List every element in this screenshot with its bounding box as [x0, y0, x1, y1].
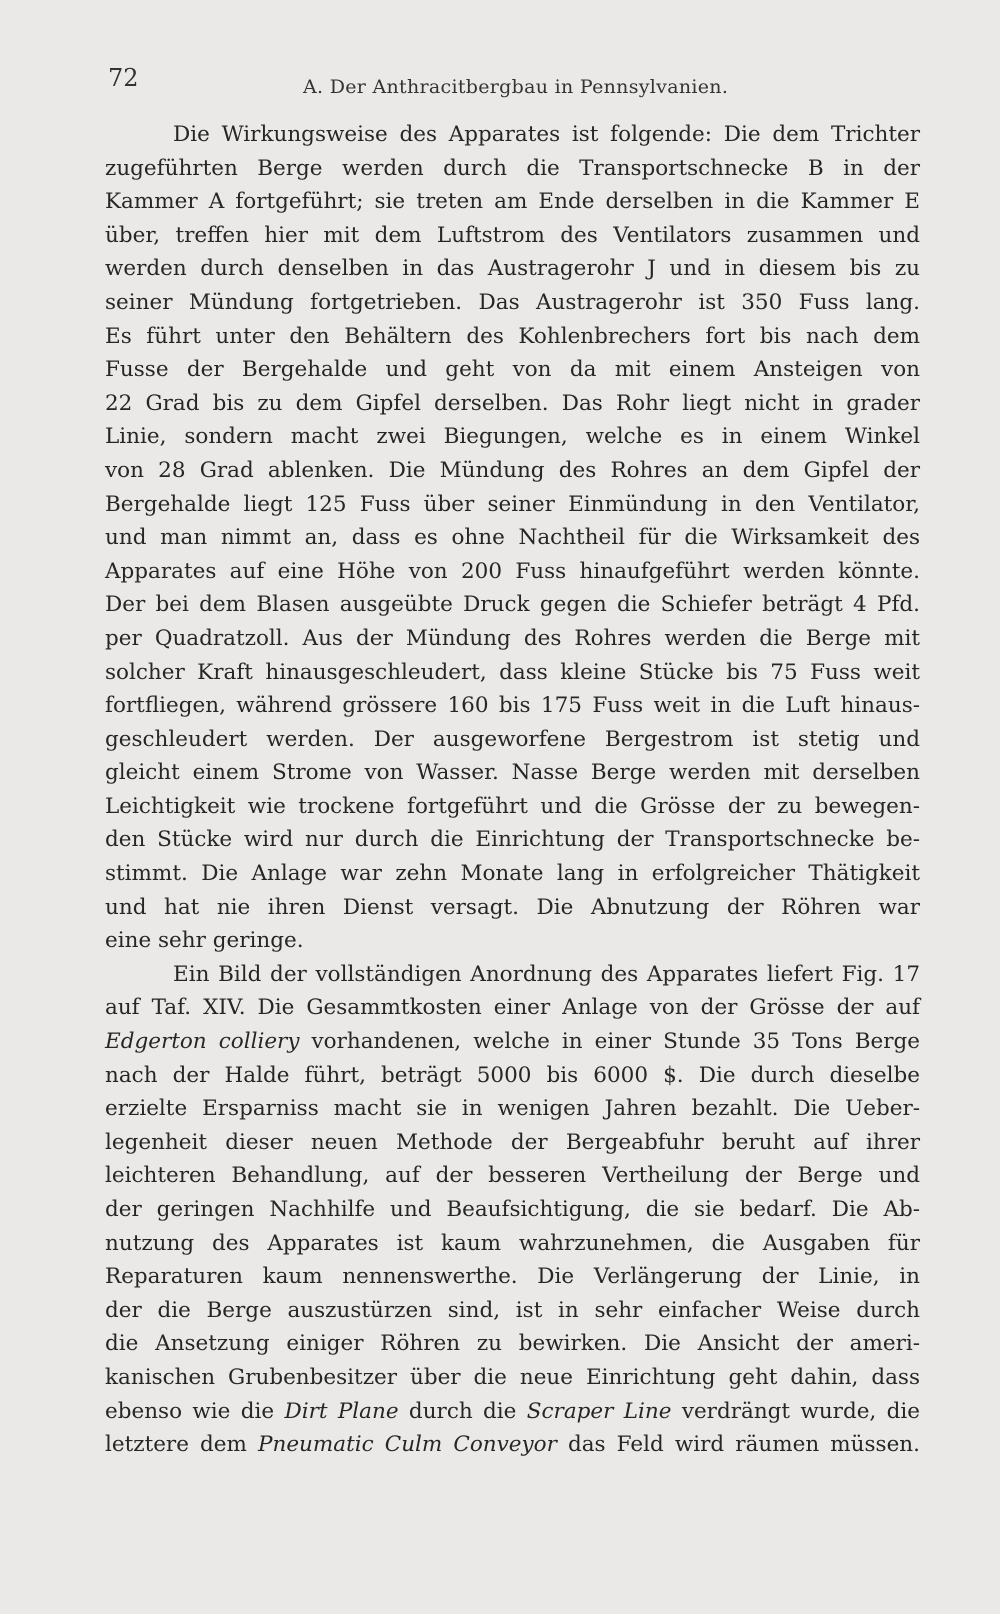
text-fragment: ebenso wie die	[105, 1398, 285, 1424]
text-line: Apparates auf eine Höhe von 200 Fuss hinaufgeführt werden könnte.	[105, 558, 920, 584]
text-line: eine sehr geringe.	[105, 928, 304, 954]
text-line: Der bei dem Blasen ausgeübte Druck gegen die Schiefer beträgt 4 Pfd.	[105, 592, 920, 618]
text-line	[105, 1428, 920, 1462]
italic-name: Scraper Line	[526, 1398, 672, 1424]
text-line: Kammer A fortgeführt; sie treten am Ende derselben in die Kammer E	[105, 189, 920, 215]
text-line: Die Wirkungsweise des Apparates ist folgende: Die dem Trichter	[173, 122, 920, 147]
paragraph-1	[105, 118, 920, 958]
text-fragment: vorhandenen, welche in einer Stunde 35 Tons Berge	[299, 1029, 920, 1055]
text-line: werden durch denselben in das Austragerohr J und in diesem bis zu	[105, 256, 920, 282]
text-line: zugeführten Berge werden durch die Transportschnecke B in der	[105, 155, 920, 181]
text-line: legenheit dieser neuen Methode der Bergeabfuhr beruht auf ihrer	[105, 1129, 920, 1155]
text-line: Fusse der Bergehalde und geht von da mit einem Ansteigen von	[105, 357, 920, 383]
text-line: über, treffen hier mit dem Luftstrom des Ventilators zusammen und	[105, 222, 920, 248]
text-line: von 28 Grad ablenken. Die Mündung des Rohres an dem Gipfel der	[105, 457, 920, 483]
text-line: Reparaturen kaum nennenswerthe. Die Verlängerung der Linie, in	[105, 1264, 920, 1290]
text-line: die Ansetzung einiger Röhren zu bewirken. Die Ansicht der ameri-	[105, 1331, 920, 1357]
text-line: stimmt. Die Anlage war zehn Monate lang in erfolgreicher Thätigkeit	[105, 861, 920, 887]
text-line: nach der Halde führt, beträgt 5000 bis 6000 $. Die durch dieselbe	[105, 1062, 920, 1088]
italic-name: Edgerton colliery	[105, 1029, 300, 1055]
italic-name: Pneumatic Culm Conveyor	[258, 1432, 557, 1458]
text-line: per Quadratzoll. Aus der Mündung des Rohres werden die Berge mit	[105, 625, 920, 651]
text-line: Bergehalde liegt 125 Fuss über seiner Einmündung in den Ventilator,	[105, 491, 920, 517]
text-line: auf Taf. XIV. Die Gesammtkosten einer Anlage von der Grösse der auf	[105, 995, 920, 1021]
text-line: geschleudert werden. Der ausgeworfene Bergestrom ist stetig und	[105, 726, 920, 752]
text-line: der die Berge auszustürzen sind, ist in sehr einfacher Weise durch	[105, 1297, 920, 1323]
text-line: Leichtigkeit wie trockene fortgeführt und die Grösse der zu bewegen-	[105, 793, 920, 819]
text-line: Es führt unter den Behältern des Kohlenbrechers fort bis nach dem	[105, 323, 920, 349]
text-line: Ein Bild der vollständigen Anordnung des Apparates liefert Fig. 17	[173, 961, 920, 987]
text-fragment: das Feld wird räumen müssen.	[556, 1432, 920, 1458]
text-line: leichteren Behandlung, auf der besseren Vertheilung der Berge und	[105, 1163, 920, 1189]
text-line: fortfliegen, während grössere 160 bis 175 Fuss weit in die Luft hinaus-	[105, 693, 920, 719]
text-line: kanischen Grubenbesitzer über die neue Einrichtung geht dahin, dass	[105, 1364, 920, 1390]
page-header	[108, 64, 928, 104]
text-line: solcher Kraft hinausgeschleudert, dass kleine Stücke bis 75 Fuss weit	[105, 659, 920, 685]
text-line: den Stücke wird nur durch die Einrichtung der Transportschnecke be-	[105, 827, 920, 853]
text-line: und man nimmt an, dass es ohne Nachtheil für die Wirksamkeit des	[105, 525, 920, 551]
text-line	[105, 1395, 920, 1429]
paragraph-2	[105, 958, 920, 1462]
text-line	[105, 1025, 920, 1059]
text-line: der geringen Nachhilfe und Beaufsichtigung, die sie bedarf. Die Ab-	[105, 1197, 920, 1222]
text-line: gleicht einem Strome von Wasser. Nasse Berge werden mit derselben	[105, 760, 920, 786]
italic-name: Dirt Plane	[284, 1398, 399, 1424]
running-title: A. Der Anthracitbergbau in Pennsylvanien.	[303, 76, 729, 98]
text-fragment: letztere dem	[105, 1432, 258, 1458]
body-text	[105, 118, 920, 1462]
text-line: und hat nie ihren Dienst versagt. Die Abnutzung der Röhren war	[105, 894, 920, 920]
page-number: 72	[108, 64, 139, 92]
text-line: Linie, sondern macht zwei Biegungen, welche es in einem Winkel	[105, 424, 920, 450]
text-line: seiner Mündung fortgetrieben. Das Austragerohr ist 350 Fuss lang.	[105, 289, 920, 315]
text-line: erzielte Ersparniss macht sie in wenigen Jahren bezahlt. Die Ueber-	[105, 1096, 920, 1122]
text-line: 22 Grad bis zu dem Gipfel derselben. Das Rohr liegt nicht in grader	[105, 390, 920, 416]
text-fragment: verdrängt wurde, die	[671, 1398, 920, 1424]
text-line: nutzung des Apparates ist kaum wahrzunehmen, die Ausgaben für	[105, 1230, 920, 1256]
text-fragment: durch die	[398, 1398, 527, 1424]
